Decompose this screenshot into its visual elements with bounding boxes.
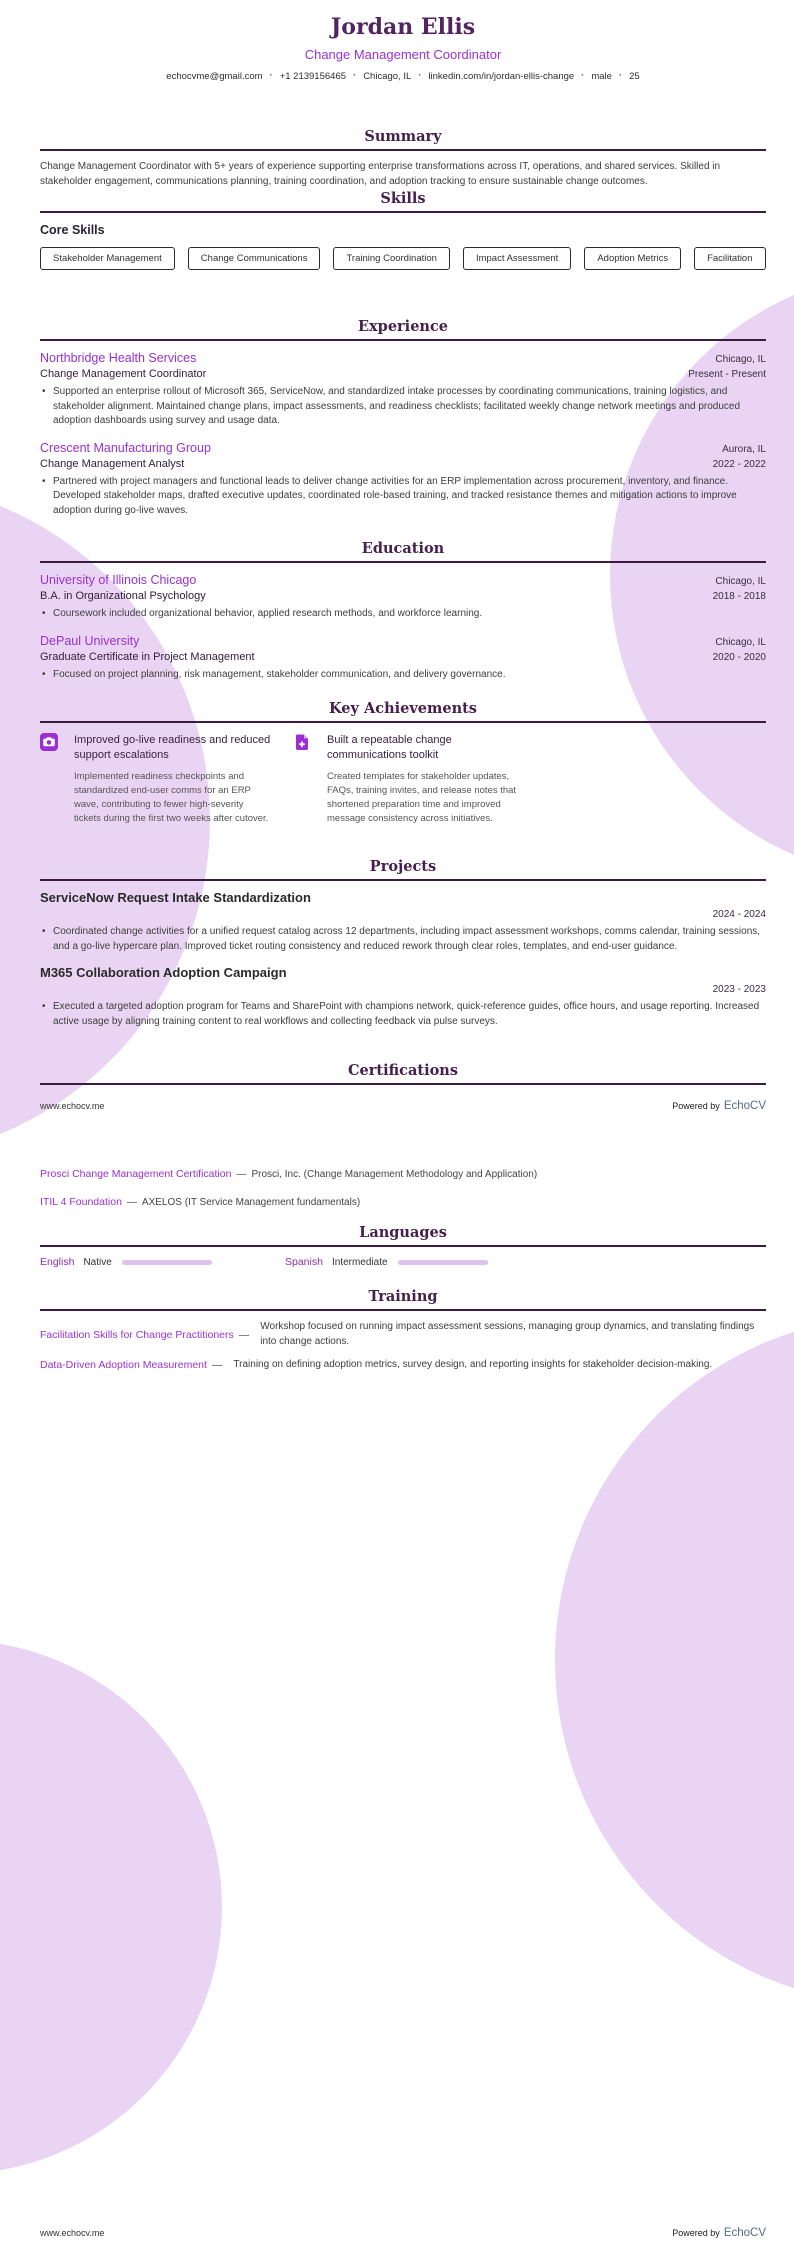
skill-chip: Facilitation <box>694 247 765 270</box>
project-name: M365 Collaboration Adoption Campaign <box>40 965 287 980</box>
separator-dot: · <box>418 70 422 81</box>
project-dates: 2024 - 2024 <box>712 909 766 920</box>
footer-powered-by <box>672 2227 766 2239</box>
resume-header <box>0 14 794 83</box>
skill-chip: Change Communications <box>188 247 321 270</box>
candidate-title: Change Management Coordinator <box>304 47 502 62</box>
project-dates: 2023 - 2023 <box>712 984 766 995</box>
school-name: University of Illinois Chicago <box>40 573 197 587</box>
achievement-item <box>293 733 546 826</box>
section-title: Key Achievements <box>329 700 477 717</box>
experience-entry <box>40 350 766 429</box>
project-name: ServiceNow Request Intake Standardization <box>40 890 311 905</box>
achievement-title: Improved go-live readiness and reduced support escalations <box>74 734 271 761</box>
section-divider <box>40 149 766 151</box>
dash-separator: — <box>236 1169 247 1180</box>
contact-line <box>40 71 766 83</box>
email-link[interactable]: echocvme@gmail.com <box>166 71 263 82</box>
section-key-achievements <box>0 700 794 826</box>
section-certifications <box>0 1062 794 1085</box>
section-summary <box>0 128 794 189</box>
section-training <box>0 1288 794 1382</box>
education-dates: 2020 - 2020 <box>712 651 766 663</box>
dash-separator: — <box>238 1328 250 1341</box>
training-item <box>40 1320 766 1349</box>
experience-bullet: • Partnered with project managers and functional leads to deliver change activities for an ERP implementation across procurement, inventory, and finance. Developed stakeholder maps, drafted executive updates, coordinated role-based training, and tracked resistance themes and mitigation actions to improve adoption during go-live waves. <box>40 475 766 519</box>
training-name <box>40 1359 227 1371</box>
school-name: DePaul University <box>40 633 140 648</box>
degree-name: Graduate Certificate in Project Management <box>40 650 255 663</box>
section-divider <box>40 1083 766 1085</box>
language-item <box>40 1256 285 1268</box>
certification-item <box>40 1195 766 1210</box>
section-divider <box>40 561 766 563</box>
certification-name: ITIL 4 Foundation <box>40 1196 122 1208</box>
company-name: Crescent Manufacturing Group <box>40 440 211 455</box>
summary-text: Change Management Coordinator with 5+ years of experience supporting enterprise transformations across IT, operations, and shared services. Skilled in stakeholder engagement, communications planning, training coordination, and adoption tracking to ensure sustainable change outcomes. <box>40 161 721 187</box>
section-projects <box>0 858 794 1040</box>
footer-site-link[interactable]: www.echocv.me <box>40 1101 105 1111</box>
section-title: Experience <box>357 318 449 335</box>
separator-dot: · <box>269 70 273 81</box>
section-divider <box>40 211 766 213</box>
section-divider <box>40 721 766 723</box>
language-level: Intermediate <box>331 1256 388 1268</box>
certification-detail: AXELOS (IT Service Management fundamentals) <box>141 1197 361 1208</box>
education-bullet: • Focused on project planning, risk management, stakeholder communication, and delivery governance. <box>40 668 766 683</box>
section-divider <box>40 1245 766 1247</box>
job-role: Change Management Coordinator <box>40 368 207 380</box>
skills-group-label: Core Skills <box>40 223 105 237</box>
section-title: Summary <box>364 128 442 145</box>
page-footer <box>0 1100 794 1112</box>
echocv-brand[interactable]: EchoCV <box>723 2227 766 2239</box>
section-skills <box>0 190 794 270</box>
education-bullet: • Coursework included organizational behavior, applied research methods, and workforce learning. <box>40 607 766 622</box>
company-name: Northbridge Health Services <box>40 351 197 365</box>
training-name <box>40 1329 254 1341</box>
echocv-brand[interactable]: EchoCV <box>723 1100 766 1112</box>
training-name-text: Data-Driven Adoption Measurement <box>40 1359 207 1372</box>
location-text: Chicago, IL <box>363 71 412 82</box>
section-title: Certifications <box>348 1062 458 1079</box>
experience-entry <box>40 440 766 519</box>
separator-dot: · <box>581 70 585 81</box>
company-location: Aurora, IL <box>722 443 766 455</box>
achievement-description: Created templates for stakeholder updates, FAQs, training invites, and release notes that shortened preparation time and improved message consistency across initiatives. <box>327 771 517 824</box>
section-languages <box>0 1224 794 1268</box>
powered-by-text: Powered by <box>672 2228 720 2238</box>
separator-dot: · <box>618 70 623 81</box>
project-bullet: • Executed a targeted adoption program for Teams and SharePoint with champions network, quick-reference guides, office hours, and usage reporting. Increased active usage by aligning training content to real workflows and collecting feedback via pulse surveys. <box>40 1000 766 1029</box>
footer-powered-by <box>672 1100 766 1112</box>
project-entry <box>40 965 766 1029</box>
section-title: Languages <box>359 1224 447 1241</box>
dash-separator: — <box>211 1359 223 1372</box>
degree-name: B.A. in Organizational Psychology <box>40 590 206 602</box>
training-description: Training on defining adoption metrics, survey design, and reporting insights for stakeholder decision-making. <box>233 1359 713 1370</box>
experience-bullet: • Supported an enterprise rollout of Microsoft 365, ServiceNow, and standardized intake processes by coordinating communications, training logistics, and stakeholder alignment. Maintained change plans, impact assessments, and readiness checklists; facilitated weekly change network meetings and produced adoption dashboards using survey and usage data. <box>40 385 766 429</box>
achievement-title: Built a repeatable change communications toolkit <box>327 734 452 761</box>
skill-chip: Stakeholder Management <box>40 247 175 270</box>
dash-separator: — <box>126 1197 137 1208</box>
certification-detail: Prosci, Inc. (Change Management Methodology and Application) <box>251 1169 538 1180</box>
linkedin-link[interactable]: linkedin.com/in/jordan-ellis-change <box>428 71 575 82</box>
language-item <box>285 1256 488 1268</box>
education-entry <box>40 572 766 622</box>
certification-item <box>40 1167 766 1182</box>
skill-chip: Impact Assessment <box>463 247 571 270</box>
decorative-blob <box>0 1640 222 2174</box>
project-bullet: • Coordinated change activities for a unified request catalog across 12 departments, including impact assessment workshops, comms calendar, training sessions, and a go-live hypercare plan. Improved ticket routing consistency and reduced rework through clear roles, templates, and end-user guidance. <box>40 925 766 954</box>
achievement-item <box>40 733 293 826</box>
section-divider <box>40 879 766 881</box>
section-title: Training <box>368 1288 438 1305</box>
candidate-name: Jordan Ellis <box>330 14 476 40</box>
achievement-description: Implemented readiness checkpoints and standardized end-user comms for an ERP wave, contributing to fewer high-severity tickets during the first two weeks after cutover. <box>74 771 269 824</box>
section-title: Education <box>361 540 445 557</box>
camera-icon <box>40 733 58 751</box>
skills-chip-list <box>40 247 766 270</box>
education-dates: 2018 - 2018 <box>712 591 766 602</box>
section-divider <box>40 339 766 341</box>
page-footer <box>0 2227 794 2239</box>
decorative-blob <box>555 1315 794 2005</box>
school-location: Chicago, IL <box>715 576 766 587</box>
job-dates: Present - Present <box>688 369 766 380</box>
language-proficiency-bar <box>398 1260 488 1265</box>
section-title: Skills <box>380 190 426 207</box>
job-dates: 2022 - 2022 <box>712 458 766 470</box>
gender-text: male <box>591 71 612 82</box>
skill-chip: Adoption Metrics <box>584 247 681 270</box>
powered-by-text: Powered by <box>672 1101 720 1111</box>
language-name: English <box>40 1256 75 1268</box>
school-location: Chicago, IL <box>715 636 766 648</box>
separator-dot: · <box>353 70 357 81</box>
company-location: Chicago, IL <box>715 354 766 365</box>
section-divider <box>40 1309 766 1311</box>
certification-name: Prosci Change Management Certification <box>40 1168 232 1180</box>
language-proficiency-bar <box>122 1260 212 1265</box>
training-description: Workshop focused on running impact assessment sessions, managing group dynamics, and translating findings into change actions. <box>260 1321 755 1347</box>
certification-list <box>0 1167 794 1223</box>
file-plus-icon <box>293 733 311 751</box>
job-role: Change Management Analyst <box>40 457 185 470</box>
section-experience <box>0 318 794 529</box>
language-name: Spanish <box>285 1256 323 1268</box>
section-title: Projects <box>369 858 437 875</box>
training-item <box>40 1358 766 1373</box>
project-entry <box>40 890 766 954</box>
section-education <box>0 540 794 693</box>
skill-chip: Training Coordination <box>333 247 449 270</box>
education-entry <box>40 633 766 683</box>
language-level: Native <box>83 1256 112 1268</box>
footer-site-link[interactable]: www.echocv.me <box>40 2228 105 2238</box>
phone-text: +1 2139156465 <box>279 71 347 82</box>
training-name-text: Facilitation Skills for Change Practitioners <box>40 1328 234 1341</box>
age-text: 25 <box>629 71 640 82</box>
